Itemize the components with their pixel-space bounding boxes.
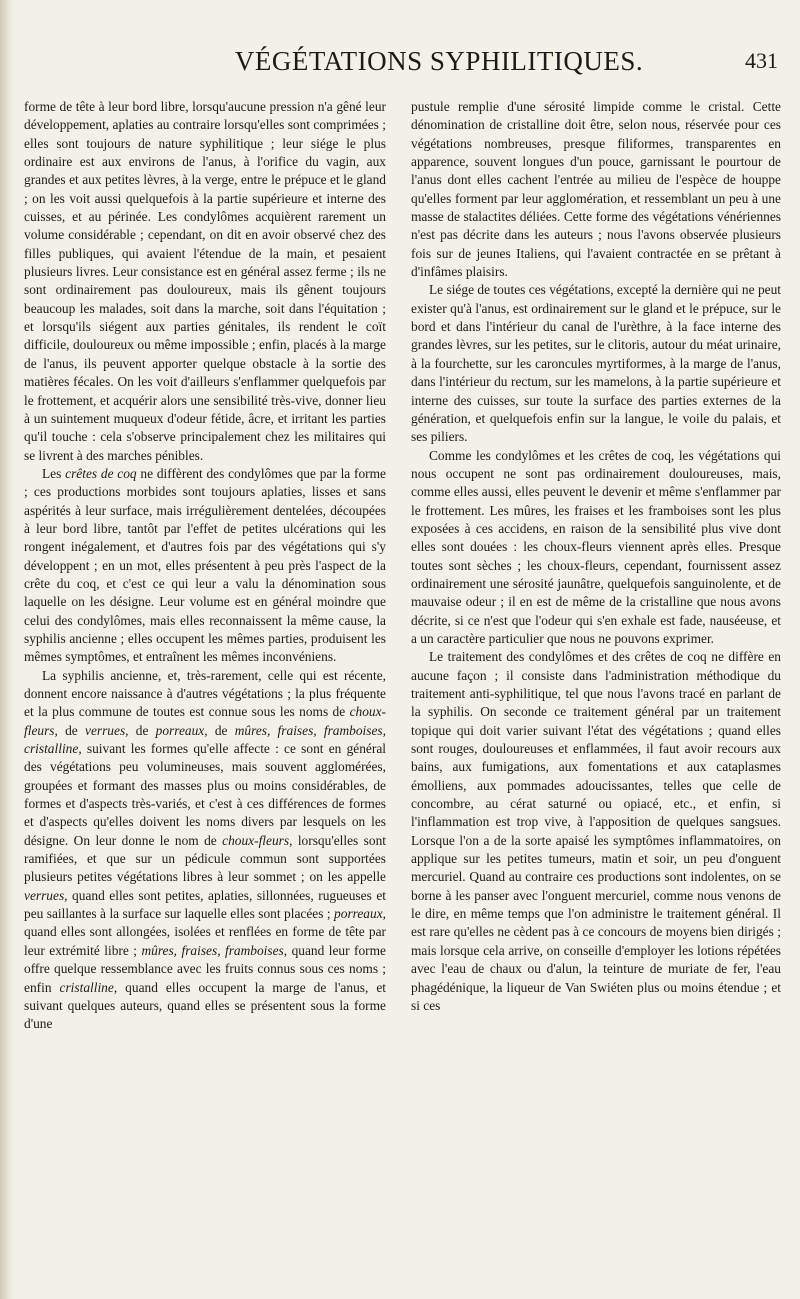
term: porreaux <box>155 722 205 738</box>
paragraph: Les crêtes de coq ne diffèrent des condylômes que par la forme ; ces productions morbides sont toujours aplaties, lisses et sans aspérités à leur surface, mais irrégulièrement dentelées, découpées à leur bord libre, tantôt par l'effet de petites ulcérations qui les rongent inégalement, et d'autres fois par des végétations qui s'y développent ; en un mot, elles présentent à peu près l'aspect de la crête du coq, et c'est ce qui leur a valu la dénomination sous laquelle on les désigne. Leur volume est en général moindre que celui des condylômes, mais elles reconnaissent la même cause, la syphilis ancienne ; elles occupent les mêmes parties, produisent les mêmes symptômes, et entraînent les mêmes inconvéniens. <box>24 465 386 665</box>
paragraph: Le siége de toutes ces végétations, excepté la dernière qui ne peut exister qu'à l'anus, est ordinairement sur le gland et le prépuce, sur le bord et dans l'intérieur du canal de l'urèthre, à la face interne des grandes lèvres, sur les petites, sur le clitoris, autour du méat urinaire, à la fourchette, sur les caroncules myrtiformes, à la marge de l'anus, dans l'intérieur du rectum, sur les mamelons, à la partie supérieure et interne des cuisses, sur toute la surface des parties externes de la génération, et quelquefois enfin sur la langue, le voile du palais, et ses piliers. <box>411 282 781 445</box>
term: crêtes de coq <box>65 465 137 481</box>
term: choux-fleurs <box>222 832 290 848</box>
paragraph: La syphilis ancienne, et, très-rarement, celle qui est récente, donnent encore naissance à d'autres végétations ; la plus fréquente et la plus commune de toutes est connue sous les noms de choux-fleurs, de verrues, de porreaux, de mûres, fraises, framboises, cristalline, suivant les formes qu'elle affecte : ce sont en général des végétations peu volumineuses, mais souvent agglomérées, groupées et formant des masses plus ou moins considérables, de formes et d'aspects très-variés, et c'est à ces différences de formes et d'aspects qu'elles doivent les noms divers par lesquels on les désigne. On leur donne le nom de choux-fleurs, lorsqu'elles sont ramifiées, et que sur un pédicule commun sont supportées plusieurs petites végétations libres à leur sommet ; on les appelle verrues, quand elles sont petites, aplaties, sillonnées, rugueuses et peu saillantes à la surface sur laquelle elles sont placées ; porreaux, quand elles sont allongées, isolées et renflées en forme de tête par leur extrémité libre ; mûres, fraises, framboises, quand leur forme offre quelque ressemblance avec les fruits connus sous ces noms ; enfin cristalline, quand elles occupent la marge de l'anus, et suivant quelques auteurs, quand elles se présentent sous la forme d'une <box>24 667 386 1032</box>
paragraph: forme de tête à leur bord libre, lorsqu'aucune pression n'a gêné leur développement, aplaties au contraire lorsqu'elles sont comprimées ; elles sont toujours de nature syphilitique ; leur siége le plus ordinaire est aux environs de l'anus, à l'orifice du vagin, aux grandes et aux petites lèvres, à la verge, entre le prépuce et le gland ; on les voit aussi quelquefois à la partie supérieure et interne des cuisses, et au périnée. Les condylômes acquièrent rarement un volume considérable ; cependant, on dit en avoir observé chez des filles publiques, qui avaient l'étendue de la main, et pesaient plusieurs livres. Leur consistance est en général assez ferme ; ils ne sont ordinairement pas douloureux, mais ils gênent toujours beaucoup les malades, soit dans la marche, soit dans l'équitation ; et lorsqu'ils siégent aux parties génitales, ils rendent le coït difficile, douloureux ou même impossible ; enfin, placés à la marge de l'anus, ils peuvent apporter quelque obstacle à la sortie des matières fécales. On les voit d'ailleurs s'enflammer quelquefois par le frottement, et acquérir alors une sensibilité très-vive, donner lieu à un suintement muqueux d'odeur fétide, âcre, et irritant les parties qu'il touche : cela s'observe principalement chez les militaires qui se livrent à des marches pénibles. <box>24 99 386 463</box>
term: mûres, fraises, framboises <box>141 942 284 958</box>
paragraph: Comme les condylômes et les crêtes de coq, les végétations qui nous occupent ne sont pas ordinairement douloureuses, mais, comme elles aussi, elles peuvent le devenir et même s'enflammer par le frottement. Les mûres, les fraises et les framboises sont les plus exposées à ces accidens, en raison de la sensibilité plus vive dont elles sont douées : les choux-fleurs viennent après elles. Presque toutes sont sèches ; les choux-fleurs, cependant, fournissent assez ordinairement une sérosité jaunâtre, quelquefois sanguinolente, et de mauvaise odeur ; il en est de même de la cristalline que nous avons décrite, si ce n'est que l'odeur qui s'en exhale est fade, nauséeuse, et a un caractère particulier que nous ne pouvons exprimer. <box>411 447 781 646</box>
left-column <box>24 98 386 1034</box>
paragraph: pustule remplie d'une sérosité limpide comme le cristal. Cette dénomination de cristalline doit être, selon nous, réservée pour ces végétations nombreuses, presque filiformes, transparentes en apparence, souvent longues d'un pouce, garnissant le pourtour de l'anus dont elles cachent l'entrée au milieu de l'espèce de houppe qu'elles forment par leur agglomération, et ressemblant un peu à une masse de stalactites déliées. Cette forme des végétations vénériennes n'est pas décrite dans les auteurs ; nous l'avons observée plusieurs fois sur de jeunes Italiens, qui l'avaient contractée en se prêtant à d'infâmes plaisirs. <box>411 99 781 280</box>
right-column <box>411 98 781 1015</box>
page-number: 431 <box>745 48 778 73</box>
paragraph: Le traitement des condylômes et des crêtes de coq ne diffère en aucune façon ; il consiste dans l'administration méthodique du traitement anti-syphilitique, tel que nous l'avons tracé en parlant de la syphilis. On seconde ce traitement général par un traitement topique qui doit varier suivant l'état des végétations ; quand elles sont rouges, douloureuses et enflammées, il faut avoir recours aux bains, aux fumigations, aux fomentations et aux cataplasmes émolliens, aux pommades adoucissantes, telles que celle de concombre, au cérat saturné ou opiacé, etc., et enfin, si l'inflammation est trop vive, à l'apposition de quelques sangsues. Lorsque l'on a de la sorte apaisé les symptômes inflammatoires, on applique sur les petites tumeurs, matin et soir, un peu d'onguent mercuriel. Quand au contraire ces productions sont indolentes, on se borne à les panser avec l'onguent mercuriel, comme nous venons de le dire, en même temps que l'on administre le traitement général. Il est rare qu'elles ne cèdent pas à ce concours de moyens bien dirigés ; mais lorsque cela arrive, on conseille d'employer les lotions répétées avec l'eau de chaux ou d'alun, la teinture de muriate de fer, l'eau phagédénique, la liqueur de Van Swiéten plus ou moins étendue ; et si ces <box>411 649 781 1013</box>
term: verrues <box>85 722 126 738</box>
term: verrues <box>24 887 65 903</box>
term: mûres, fraises, framboises, cristalline <box>24 722 386 757</box>
term: choux-fleurs <box>24 704 386 738</box>
page-binding-shadow <box>0 0 14 1299</box>
term: cristalline <box>59 979 114 995</box>
term: porreaux <box>334 906 383 922</box>
running-title: VÉGÉTATIONS SYPHILITIQUES. <box>234 46 644 76</box>
page-header <box>160 46 778 86</box>
